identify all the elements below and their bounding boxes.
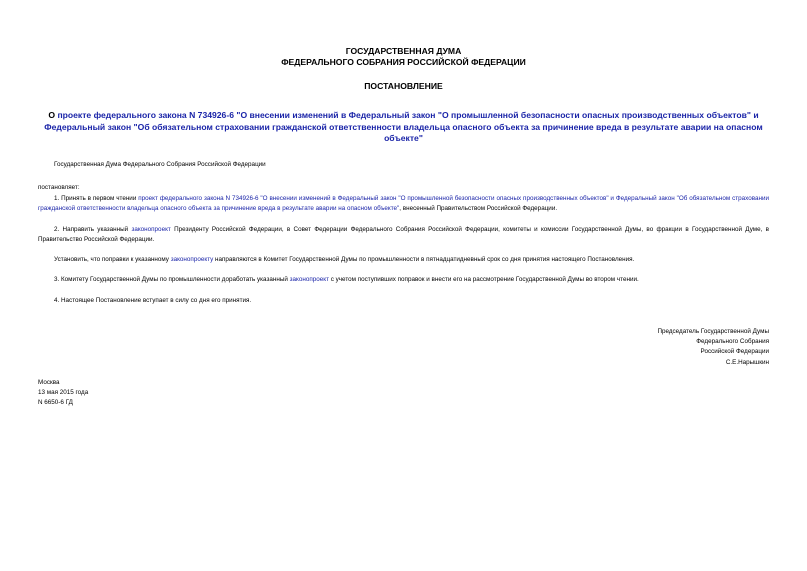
- item-1-paragraph: [38, 194, 769, 214]
- item-1-text-after: , внесенный Правительством Российской Федерации.: [399, 205, 558, 213]
- place-date-block: [38, 378, 88, 409]
- org-name-line1: ГОСУДАРСТВЕННАЯ ДУМА: [345, 46, 462, 56]
- date: 13 мая 2015 года: [38, 389, 89, 397]
- item-2-paragraph: [38, 225, 769, 245]
- item-1-bill-link[interactable]: проект федерального закона N 734926-6 "О внесении изменений в Федеральный закон "О промышленной безопасности опасных производственных объектов" и Федеральный закон "Об обязательном страховании гражданской ответственности владельца опасного объекта за причинение вреда в результате аварии на опасном объекте": [38, 195, 769, 213]
- document-number: N 6650-6 ГД: [38, 399, 73, 407]
- item-1-text-before: 1. Принять в первом чтении: [54, 195, 139, 202]
- item-3-text-after: с учетом поступивших поправок и внести его на рассмотрение Государственной Думы во втором чтении.: [328, 276, 639, 283]
- org-name-line2: ФЕДЕРАЛЬНОГО СОБРАНИЯ РОССИЙСКОЙ ФЕДЕРАЦИИ: [281, 57, 526, 67]
- city: Москва: [38, 379, 60, 386]
- amendments-paragraph: [38, 255, 769, 265]
- title-prefix: О: [48, 110, 58, 120]
- intro-paragraph: Государственная Дума Федерального Собрания Российской Федерации: [54, 161, 266, 168]
- resolves-label: постановляет:: [38, 184, 80, 191]
- signatory-name: С.Е.Нарышкин: [725, 358, 769, 366]
- item-3-text-before: 3. Комитету Государственной Думы по промышленности доработать указанный: [54, 276, 290, 283]
- signature-position-line1: Председатель Государственной Думы: [657, 328, 769, 335]
- amendments-text-before: Установить, что поправки к указанному: [54, 256, 171, 263]
- item-3-bill-link[interactable]: законопроект: [289, 276, 329, 283]
- amendments-text-after: направляются в Комитет Государственной Думы по промышленности в пятнадцатидневный срок со дня принятия настоящего Постановления.: [213, 256, 635, 263]
- amendments-bill-link[interactable]: законопроекту: [170, 256, 214, 263]
- signature-position-line2: Федерального Собрания: [696, 338, 769, 346]
- item-2-bill-link[interactable]: законопроект: [131, 226, 171, 233]
- signature-position-line3: Российской Федерации: [700, 348, 769, 356]
- item-3-paragraph: [38, 275, 769, 285]
- document-type: ПОСТАНОВЛЕНИЕ: [364, 81, 443, 91]
- document-title: [38, 110, 769, 145]
- title-link[interactable]: проекте федерального закона N 734926-6 "О внесении изменений в Федеральный закон "О промышленной безопасности опасных производственных объектов" и Федеральный закон "Об обязательном страховании гражданской ответственности владельца опасного объекта за причинение вреда в результате аварии на опасном объекте": [44, 110, 763, 143]
- item-4-paragraph: 4. Настоящее Постановление вступает в силу со дня его принятия.: [54, 297, 252, 304]
- item-2-text-before: 2. Направить указанный: [54, 226, 132, 233]
- signature-block: [657, 327, 769, 368]
- item-2-text-after: Президенту Российской Федерации, в Совет Федерации Федерального Собрания Российской Федерации, комитеты и комиссии Государственной Думы, во фракции в Государственной Думе, в Правительство Российской Федерации.: [38, 226, 769, 244]
